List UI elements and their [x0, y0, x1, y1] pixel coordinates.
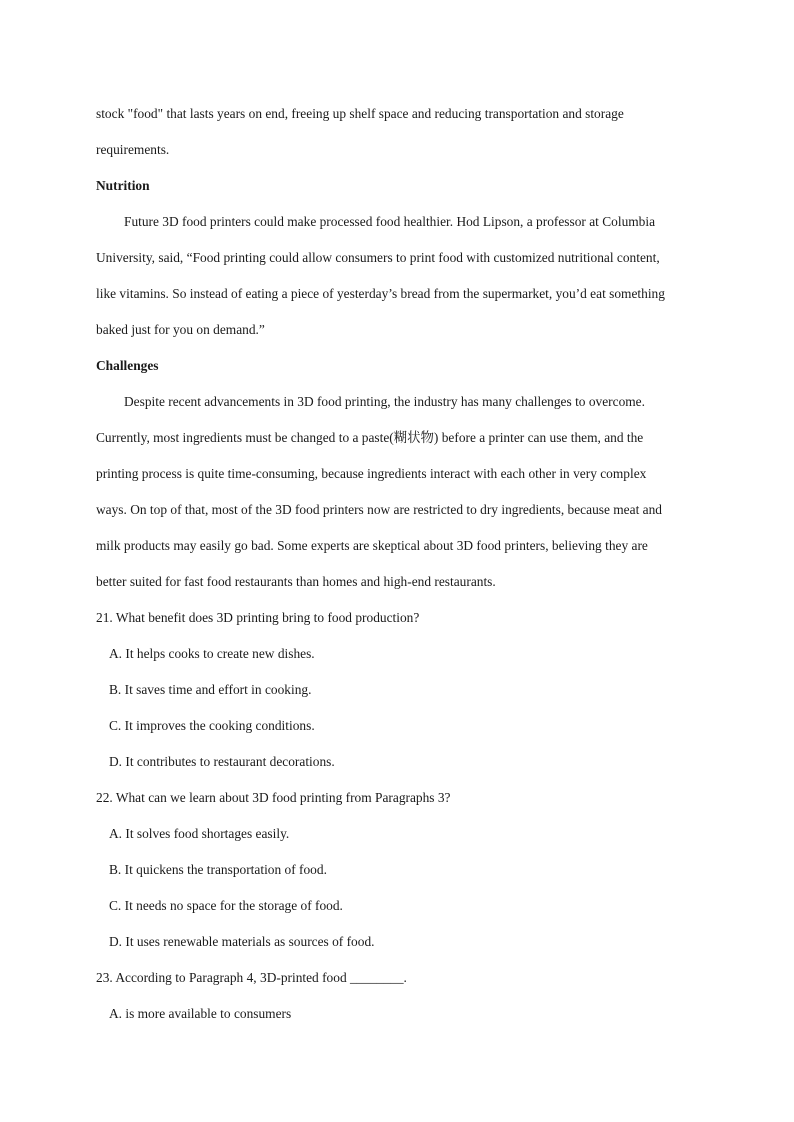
answer-option: D. It contributes to restaurant decorations. [109, 754, 335, 769]
passage-line: requirements. [96, 142, 170, 157]
passage-line: printing process is quite time-consuming, because ingredients interact with each other in very complex [96, 466, 647, 481]
question-21 [96, 600, 702, 780]
answer-option: A. is more available to consumers [109, 1006, 292, 1021]
document-page [96, 96, 702, 1032]
passage-line: baked just for you on demand.” [96, 322, 265, 337]
answer-option: B. It quickens the transportation of food. [109, 862, 327, 877]
section-heading-nutrition: Nutrition [96, 178, 150, 193]
passage-intro [96, 96, 702, 168]
question-23 [96, 960, 702, 1032]
answer-option: D. It uses renewable materials as sources of food. [109, 934, 375, 949]
answer-option: C. It improves the cooking conditions. [109, 718, 315, 733]
section-heading-challenges: Challenges [96, 358, 159, 373]
answer-option: A. It solves food shortages easily. [109, 826, 290, 841]
challenges-section [96, 348, 702, 600]
nutrition-section [96, 168, 702, 348]
passage-line: milk products may easily go bad. Some experts are skeptical about 3D food printers, believing they are [96, 538, 648, 553]
answer-option: C. It needs no space for the storage of food. [109, 898, 343, 913]
passage-line: University, said, “Food printing could allow consumers to print food with customized nutritional content, [96, 250, 660, 265]
passage-line: Currently, most ingredients must be changed to a paste(糊状物) before a printer can use them, and the [96, 430, 644, 445]
passage-line: Despite recent advancements in 3D food printing, the industry has many challenges to overcome. [124, 394, 645, 409]
question-stem: 23. According to Paragraph 4, 3D-printed food ________. [96, 970, 407, 985]
passage-line: like vitamins. So instead of eating a piece of yesterday’s bread from the supermarket, you’d eat something [96, 286, 665, 301]
answer-option: B. It saves time and effort in cooking. [109, 682, 312, 697]
question-22 [96, 780, 702, 960]
answer-option: A. It helps cooks to create new dishes. [109, 646, 315, 661]
question-stem: 21. What benefit does 3D printing bring to food production? [96, 610, 420, 625]
passage-line: ways. On top of that, most of the 3D food printers now are restricted to dry ingredients, because meat and [96, 502, 662, 517]
passage-line: Future 3D food printers could make processed food healthier. Hod Lipson, a professor at Columbia [124, 214, 656, 229]
question-stem: 22. What can we learn about 3D food printing from Paragraphs 3? [96, 790, 451, 805]
passage-line: better suited for fast food restaurants than homes and high-end restaurants. [96, 574, 496, 589]
passage-line: stock "food" that lasts years on end, freeing up shelf space and reducing transportation and storage [96, 106, 624, 121]
